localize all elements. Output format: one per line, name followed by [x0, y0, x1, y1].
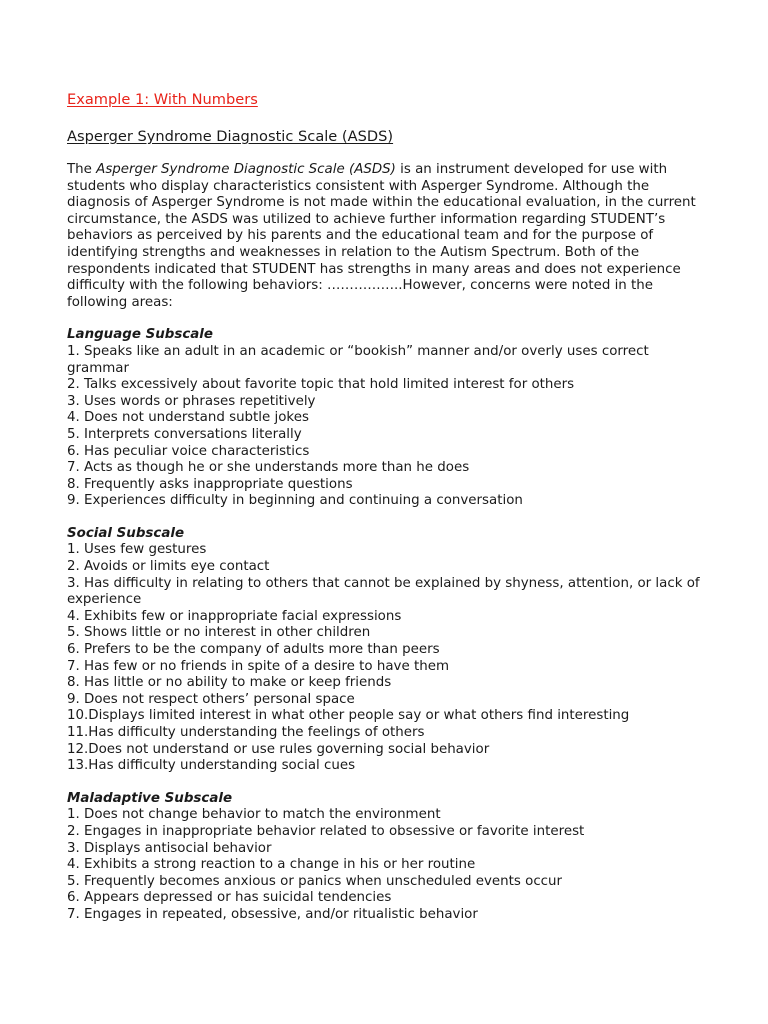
list-item: 3. Displays antisocial behavior [67, 840, 272, 856]
list-item: 1. Does not change behavior to match the environment [67, 807, 441, 823]
list-item: 7. Has few or no friends in spite of a desire to have them [67, 658, 449, 674]
document-title: Asperger Syndrome Diagnostic Scale (ASDS) [67, 128, 394, 145]
list-item: 4. Exhibits a strong reaction to a change in his or her routine [67, 857, 476, 873]
list-item: 5. Frequently becomes anxious or panics when unscheduled events occur [67, 873, 563, 889]
document-page [67, 92, 707, 924]
list-item: 5. Interprets conversations literally [67, 426, 302, 442]
list-item: 8. Frequently asks inappropriate questions [67, 476, 353, 492]
list-item: 1. Speaks like an adult in an academic or “bookish” manner and/or overly uses correct grammar [67, 343, 649, 376]
list-item: 3. Uses words or phrases repetitively [67, 393, 316, 409]
list-item: 2. Talks excessively about favorite topic that hold limited interest for others [67, 377, 575, 393]
list-item: 4. Does not understand subtle jokes [67, 410, 309, 426]
intro-paragraph [67, 162, 707, 311]
intro-prefix: The [67, 162, 97, 177]
intro-body: is an instrument developed for use with students who display characteristics consistent with Asperger Syndrome. Although the diagnosis of Asperger Syndrome is not made within the educational evaluation, in the current circumstance, the ASDS was utilized to achieve further information regarding STUDENT’s behaviors as perceived by his parents and the educational team and for the purpose of identifying strengths and weaknesses in relation to the Autism Spectrum. Both of the respondents indicated that STUDENT has strengths in many areas and does not experience difficulty with the following behaviors: ……………..However, concerns were noted in the following areas: [67, 162, 696, 310]
list-item: 4. Exhibits few or inappropriate facial expressions [67, 608, 402, 624]
intro-scale-name: Asperger Syndrome Diagnostic Scale (ASDS) [96, 162, 396, 177]
list-item: 2. Engages in inappropriate behavior related to obsessive or favorite interest [67, 823, 585, 839]
language-subscale-list [67, 344, 707, 510]
social-subscale-heading: Social Subscale [67, 525, 185, 541]
list-item: 6. Prefers to be the company of adults more than peers [67, 642, 440, 658]
social-subscale-list [67, 542, 707, 774]
list-item: 5. Shows little or no interest in other children [67, 625, 371, 641]
list-item: 6. Has peculiar voice characteristics [67, 443, 310, 459]
list-item: 11.Has difficulty understanding the feelings of others [67, 725, 425, 740]
list-item: 8. Has little or no ability to make or keep friends [67, 675, 392, 691]
list-item: 10.Displays limited interest in what other people say or what others find interesting [67, 708, 630, 724]
maladaptive-subscale-heading: Maladaptive Subscale [67, 790, 233, 806]
maladaptive-subscale-list [67, 807, 707, 923]
list-item: 12.Does not understand or use rules governing social behavior [67, 741, 490, 757]
list-item: 2. Avoids or limits eye contact [67, 559, 270, 575]
list-item: 1. Uses few gestures [67, 542, 207, 558]
example-heading: Example 1: With Numbers [67, 91, 258, 108]
list-item: 6. Appears depressed or has suicidal tendencies [67, 890, 392, 906]
list-item: 9. Does not respect others’ personal space [67, 691, 355, 707]
list-item: 13.Has difficulty understanding social cues [67, 758, 356, 774]
list-item: 3. Has difficulty in relating to others that cannot be explained by shyness, attention, or lack of experience [67, 575, 700, 608]
language-subscale-heading: Language Subscale [67, 327, 213, 343]
list-item: 9. Experiences difficulty in beginning and continuing a conversation [67, 493, 523, 509]
list-item: 7. Acts as though he or she understands more than he does [67, 460, 470, 476]
list-item: 7. Engages in repeated, obsessive, and/or ritualistic behavior [67, 906, 478, 922]
